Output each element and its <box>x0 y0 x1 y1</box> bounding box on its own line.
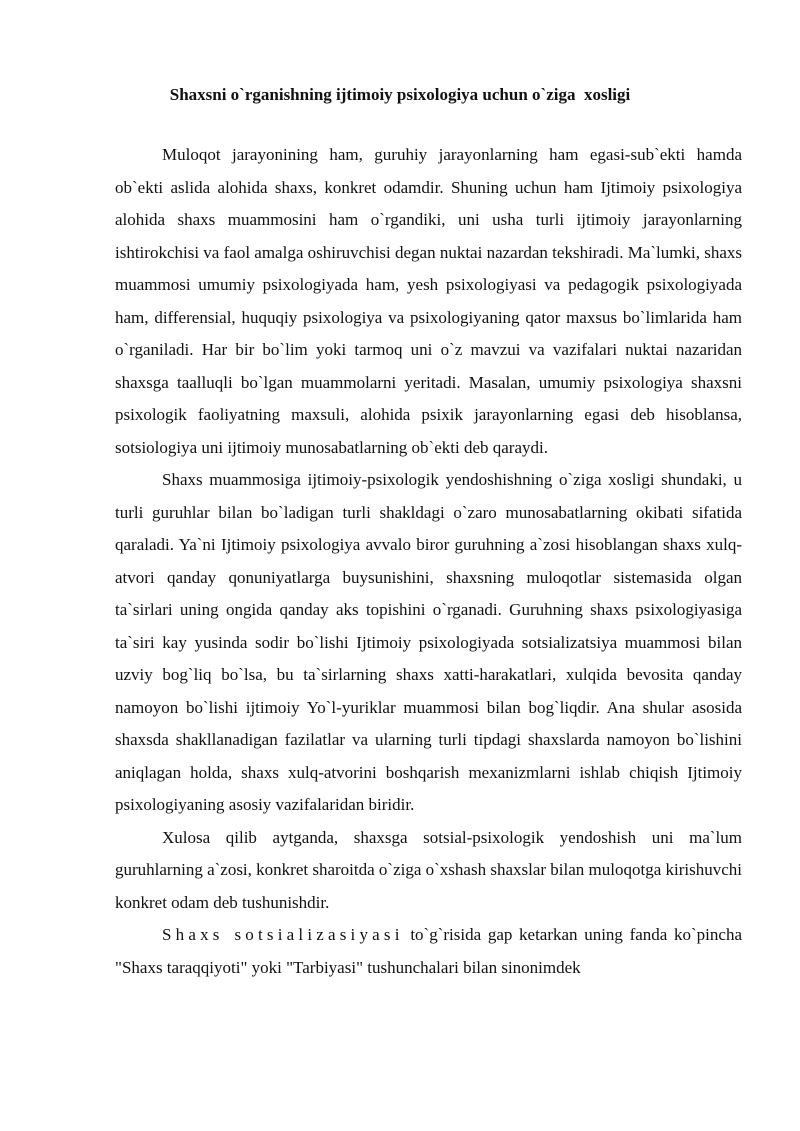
document-body <box>115 139 742 984</box>
document-title: Shaxsni o`rganishning ijtimoiy psixologiya uchun o`ziga xosligi <box>169 85 631 104</box>
paragraph-4-text: to`g`risida gap ketarkan uning fanda ko`pincha "Shaxs taraqqiyoti" yoki "Tarbiyasi" tushunchalari bilan sinonimdek <box>115 925 742 977</box>
paragraph-1: Muloqot jarayonining ham, guruhiy jarayonlarning ham egasi-sub`ekti hamda ob`ekti aslida alohida shaxs, konkret odamdir. Shuning uchun ham Ijtimoiy psixologiya alohida shaxs muammosini ham o`rgandiki, uni usha turli ijtimoiy jarayonlarning ishtirokchisi va faol amalga oshiruvchisi degan nuktai nazardan tekshiradi. Ma`lumki, shaxs muammosi umumiy psixologiyada ham, yesh psixologiyasi va pedagogik psixologiyada ham, differensial, huquqiy psixologiya va psixologiyaning qator maxsus bo`limlarida ham o`rganiladi. Har bir bo`lim yoki tarmoq uni o`z mavzui va vazifalari nuktai nazaridan shaxsga taalluqli bo`lgan muammolarni yeritadi. Masalan, umumiy psixologiya shaxsni psixologik faoliyatning maxsuli, alohida psixik jarayonlarning egasi deb hisoblansa, sotsiologiya uni ijtimoiy munosabatlarning ob`ekti deb qaraydi. <box>115 145 742 457</box>
paragraph-4 <box>115 919 742 984</box>
paragraph-3: Xulosa qilib aytganda, shaxsga sotsial-psixologik yendoshish uni ma`lum guruhlarning a`zosi, konkret sharoitda o`ziga o`xshash shaxslar bilan muloqotga kirishuvchi konkret odam deb tushunishdir. <box>115 827 742 912</box>
spaced-term: Shaxs sotsializasiyasi <box>162 925 404 944</box>
paragraph-2: Shaxs muammosiga ijtimoiy-psixologik yendoshishning o`ziga xosligi shundaki, u turli guruhlar bilan bo`ladigan turli shakldagi o`zaro munosabatlarning okibati sifatida qaraladi. Ya`ni Ijtimoiy psixologiya avvalo biror guruhning a`zosi hisoblangan shaxs xulq-atvori qanday qonuniyatlarga buysunishini, shaxsning muloqotlar sistemasida olgan ta`sirlari uning ongida qanday aks topishini o`rganadi. Guruhning shaxs psixologiyasiga ta`siri kay yusinda sodir bo`lishi Ijtimoiy psixologiyada sotsializatsiya muammosi bilan uzviy bog`liq bo`lsa, bu ta`sirlarning shaxs xatti-harakatlari, xulqida bevosita qanday namoyon bo`lishi ijtimoiy Yo`l-yuriklar muammosi bilan bog`liqdir. Ana shular asosida shaxsda shakllanadigan fazilatlar va ularning turli tipdagi shaxslarda namoyon bo`lishini aniqlagan holda, shaxs xulq-atvorini boshqarish mexanizmlarni ishlab chiqish Ijtimoiy psixologiyaning asosiy vazifalaridan biridir. <box>115 470 742 814</box>
